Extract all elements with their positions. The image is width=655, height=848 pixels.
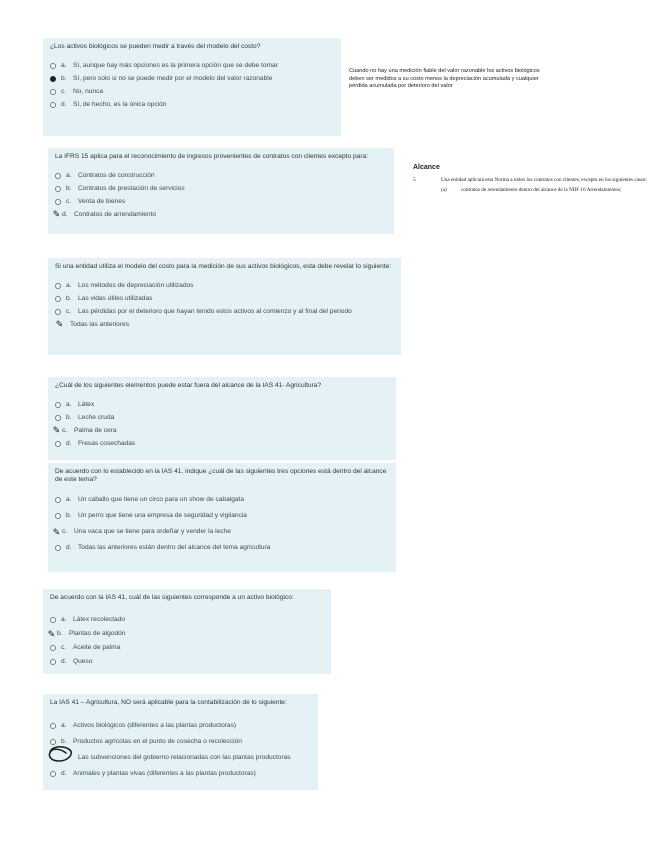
- option-a[interactable]: a. Látex: [55, 398, 389, 411]
- radio-button[interactable]: [55, 309, 61, 315]
- option-a[interactable]: a. Un caballo que tiene un circo para un show de cabalgata: [55, 492, 389, 508]
- question-text: La IFRS 15 aplica para el reconocimiento de ingresos provenientes de contratos con clientes excepto para:: [55, 153, 369, 160]
- paragraph-text: Una entidad aplicará esta Norma a todos los contratos con clientes, excepto en los siguientes casos:: [441, 177, 647, 183]
- question-card-4: [48, 377, 396, 460]
- option-a[interactable]: a. Contratos de construcción: [55, 169, 387, 182]
- question-text: Si una entidad utiliza el modelo del costo para la medición de sus activos biológicos, esta debe revelar lo siguiente:: [55, 263, 392, 270]
- option-d[interactable]: d. Sí, de hecho, es la única opción: [50, 98, 334, 111]
- question-card-6: [43, 589, 331, 674]
- option-c[interactable]: c. Aceite de palma: [50, 641, 324, 655]
- option-c[interactable]: c. No, nunca: [50, 85, 334, 98]
- item-label: (a): [441, 187, 447, 194]
- radio-button[interactable]: [55, 402, 61, 408]
- option-d[interactable]: d. Todas las anteriores están dentro del alcance del tema agricultura: [55, 540, 389, 556]
- radio-button[interactable]: [50, 723, 56, 729]
- option-a[interactable]: a. Látex recolectado: [50, 613, 324, 627]
- radio-button[interactable]: [55, 545, 61, 551]
- alcance-excerpt: [413, 164, 653, 194]
- radio-button[interactable]: [55, 173, 61, 179]
- radio-button[interactable]: [50, 771, 56, 777]
- question-card-5: [48, 463, 396, 572]
- radio-button[interactable]: [50, 63, 56, 69]
- option-b[interactable]: ✎ b. Plantas de algodón: [47, 628, 126, 639]
- item-text: contratos de arrendamiento dentro del alcance de la NIIF 16 Arrendamientos;: [461, 187, 622, 194]
- radio-button[interactable]: [50, 645, 56, 651]
- question-card-1: [43, 38, 341, 136]
- option-c[interactable]: c. Venta de bienes: [55, 195, 387, 208]
- pen-mark-icon: ✎: [55, 319, 64, 330]
- option-d[interactable]: d. Queso: [50, 655, 324, 669]
- radio-button[interactable]: [55, 497, 61, 503]
- pen-mark-icon: ✎: [52, 425, 61, 436]
- option-b[interactable]: b. Sí, pero solo si no se puede medir por el modelo del valor razonable: [50, 72, 334, 85]
- alcance-heading: Alcance: [413, 164, 440, 171]
- option-d[interactable]: d. Fresas cosechadas: [55, 437, 389, 450]
- radio-button[interactable]: [55, 513, 61, 519]
- radio-button[interactable]: [50, 617, 56, 623]
- option-b[interactable]: b. Productos agrícolas en el punto de cosecha o recolección: [50, 734, 311, 750]
- question-text: ¿Los activos biológicos se pueden medir a través del modelo del costo?: [50, 43, 261, 50]
- radio-button[interactable]: [55, 296, 61, 302]
- question-text: ¿Cuál de los siguientes elementos puede estar fuera del alcance de la IAS 41- Agricultura?: [55, 382, 322, 389]
- radio-button[interactable]: [55, 186, 61, 192]
- question-text: La IAS 41 – Agricultura, NO será aplicable para la contabilización de lo siguiente:: [50, 699, 287, 706]
- pen-mark-icon: ✎: [52, 526, 61, 537]
- question-card-2: [48, 148, 394, 234]
- option-c[interactable]: ✎ c. Palma de cera: [52, 425, 117, 436]
- option-c[interactable]: ✎ c. Una vaca que se tiene para ordeñar y vender la leche: [52, 526, 231, 537]
- pen-mark-icon: ✎: [52, 209, 61, 220]
- option-b[interactable]: b. Contratos de prestación de servicios: [55, 182, 387, 195]
- option-a[interactable]: a. Sí, aunque hay más opciones es la primera opción que se debe tomar: [50, 59, 334, 72]
- option-b[interactable]: b. Un perro que tiene una empresa de seguridad y vigilancia: [55, 508, 389, 524]
- option-c[interactable]: c. Las pérdidas por el deterioro que hayan tenido estos activos al comienzo y al final del periodo: [55, 305, 394, 318]
- question-text: De acuerdo con la IAS 41, cuál de las siguientes corresponde a un activo biológico:: [50, 594, 294, 601]
- radio-button[interactable]: [55, 441, 61, 447]
- paragraph-number: 5: [413, 177, 416, 183]
- question-card-3: [48, 258, 401, 355]
- pen-mark-icon: ✎: [47, 628, 56, 639]
- radio-button[interactable]: [55, 199, 61, 205]
- question-text: De acuerdo con lo establecido en la IAS 41, indique ¿cuál de las siguientes tres opciones está dentro del alcance de este tema?: [55, 468, 387, 484]
- radio-button[interactable]: [50, 89, 56, 95]
- option-d[interactable]: d. Animales y plantas vivas (diferentes a las plantas productoras): [50, 766, 311, 782]
- option-d[interactable]: ✎ d. Contratos de arrendamiento: [52, 209, 157, 220]
- radio-button[interactable]: [50, 102, 56, 108]
- radio-button[interactable]: [55, 415, 61, 421]
- radio-button[interactable]: [50, 659, 56, 665]
- option-a[interactable]: a. Activos biológicos (diferentes a las plantas productoras): [50, 718, 311, 734]
- option-c[interactable]: Las subvenciones del gobierno relacionadas con las plantas productoras: [78, 754, 291, 762]
- hand-drawn-circle-icon: [46, 744, 74, 764]
- radio-button[interactable]: [55, 283, 61, 289]
- option-b[interactable]: b. Las vidas útiles utilizadas: [55, 292, 394, 305]
- option-a[interactable]: a. Los métodos de depreciación utilizados: [55, 279, 394, 292]
- question-card-7: [43, 694, 318, 790]
- side-note: Cuando no hay una medición fiable del valor razonable los activos biológicos deben ser medidos a su costo menos la depreciación acumulada y cualquier pérdida acumulada por deterioro del valor: [349, 68, 540, 90]
- radio-button-selected[interactable]: [50, 76, 56, 82]
- option-b[interactable]: b. Leche cruda: [55, 411, 389, 424]
- option-d[interactable]: ✎ Todas las anteriores: [55, 318, 394, 331]
